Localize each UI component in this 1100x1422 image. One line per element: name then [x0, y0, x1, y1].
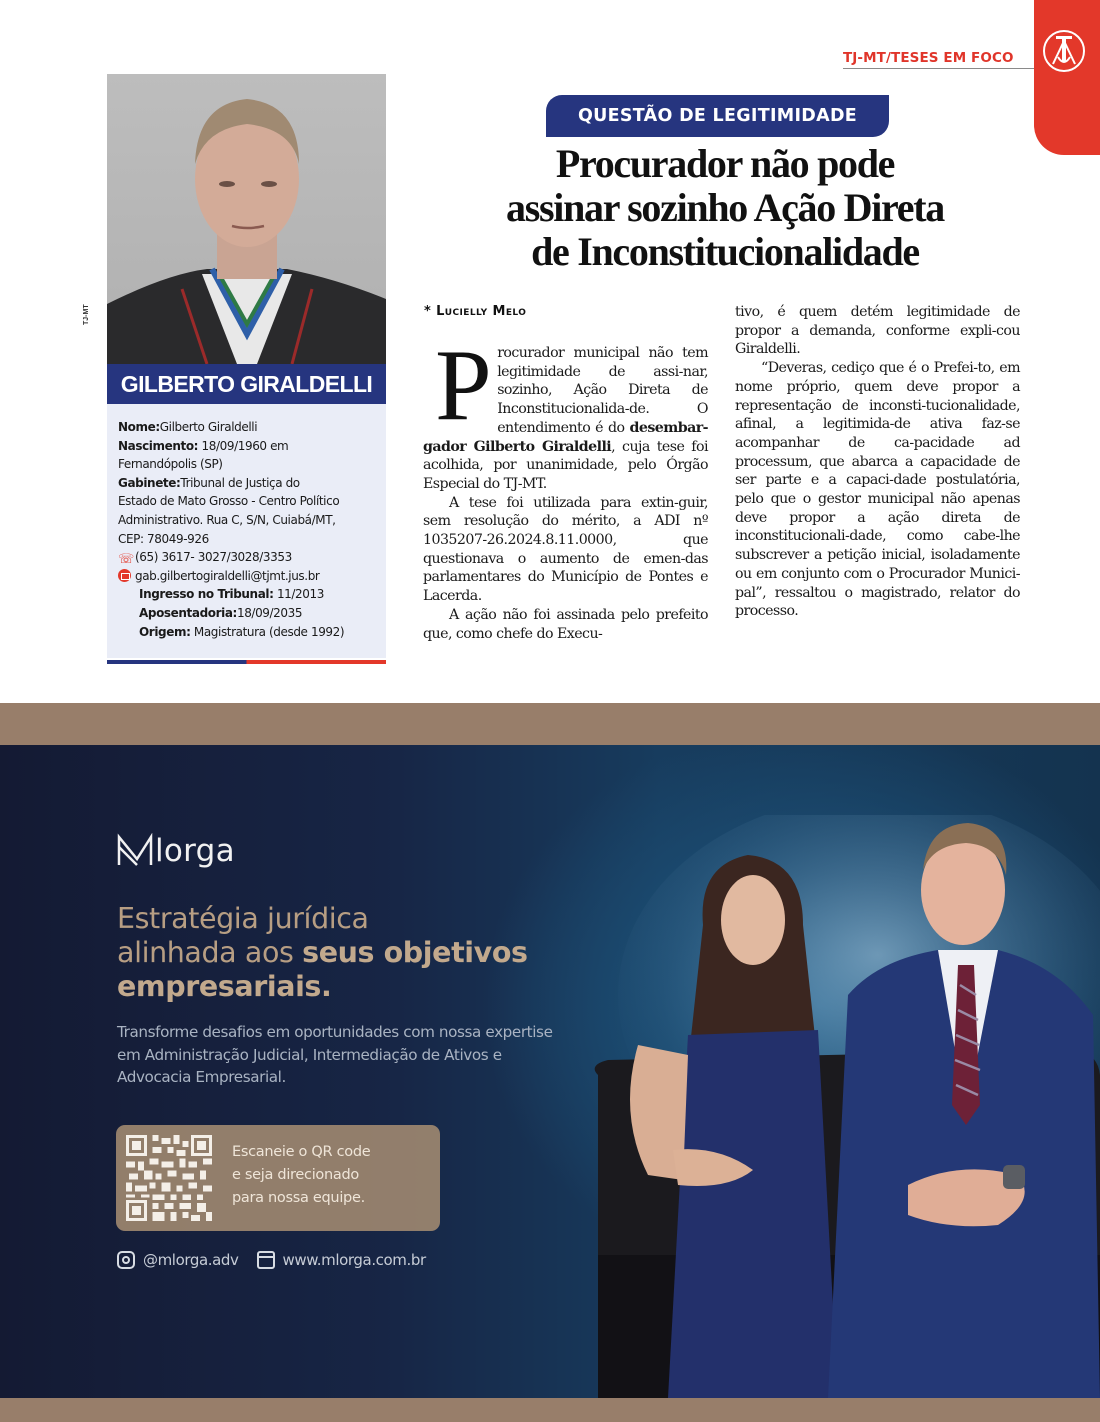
qr-caption-line: e seja direcionado — [232, 1167, 359, 1183]
info-gabinete — [118, 474, 376, 493]
ad-headline-line — [117, 936, 528, 970]
value: 18/09/1960 em — [201, 438, 289, 453]
section-title: TJ-MT/TESES EM FOCO — [843, 50, 1014, 66]
article-paragraph: “Deveras, cediço que é o Prefei-to, em nome próprio, quem deve propor a representação de inconsti-tucionalidade, afinal, a legitimida-de ativa faz-se acompanhar de ca-pacidade ad processum, que abarca a capacidade de ser parte e a capaci-dade postulatória, pelo que o gestor municipal não apenas deve propor a ação direta de inconstitucionali-dade, como cabe-lhe subscrever a petição inicial, isoladamente ou em conjunto com o Procurador Munici-pal”, ressaltou o magistrado, relator do processo. — [735, 360, 1020, 620]
value: 18/09/2035 — [236, 605, 303, 620]
value: 11/2013 — [276, 587, 324, 602]
label: Origem: — [139, 624, 191, 639]
value: Gilberto Giraldelli — [159, 420, 258, 434]
phone-value: (65) 3617- 3027/3028/3353 — [135, 550, 292, 565]
instagram-handle[interactable]: @mlorga.adv — [143, 1251, 239, 1269]
qr-caption — [232, 1141, 370, 1210]
label: Nascimento: — [118, 438, 199, 453]
article-column-1 — [423, 329, 708, 643]
email-value[interactable]: gab.gilbertogiraldelli@tjmt.jus.br — [135, 568, 320, 583]
ad-top-band — [0, 703, 1100, 745]
article-column-2 — [735, 303, 1020, 621]
drop-cap: P — [435, 329, 492, 442]
article-kicker: QUESTÃO DE LEGITIMIDADE — [546, 95, 889, 137]
mlorga-logo — [117, 833, 235, 867]
text: rocurador municipal não tem legitimidade de assi-nar, sozinho, Ação Direta de Inconstitucionalida-de. O entendimento é do — [497, 345, 708, 436]
article-byline: * Lucielly Melo — [424, 304, 527, 319]
article-paragraph — [423, 329, 708, 494]
text: alinhada aos — [117, 936, 303, 969]
website-link[interactable]: www.mlorga.com.br — [282, 1251, 426, 1269]
tjmt-seal-icon — [1040, 27, 1088, 75]
advertisement[interactable] — [0, 745, 1100, 1398]
profile-info — [107, 404, 386, 658]
ad-body: Transforme desafios em oportunidades com nossa expertise em Administração Judicial, Intermediação de Ativos e Advocacia Empresarial. — [117, 1023, 553, 1086]
bold-text: desembar-gador Gilberto Giraldelli — [423, 419, 708, 455]
headline-line: assinar sozinho Ação Direta — [506, 185, 944, 230]
qr-code-icon[interactable] — [126, 1135, 212, 1221]
info-gabinete-line: CEP: 78049-926 — [118, 531, 209, 546]
info-phone — [118, 548, 376, 567]
emphasis: seus objetivos — [302, 936, 528, 969]
info-gabinete-line: Administrativo. Rua C, S/N, Cuiabá/MT, — [118, 512, 336, 527]
ad-headline-line: Estratégia jurídica — [117, 902, 369, 935]
page-corner-tab — [1034, 0, 1100, 155]
phone-icon: ☏ — [118, 552, 134, 568]
label: Ingresso no Tribunal: — [139, 587, 274, 602]
brand-name: lorga — [155, 833, 235, 869]
label: Gabinete: — [118, 475, 181, 490]
section-rule — [843, 68, 1038, 69]
article-paragraph: A tese foi utilizada para extin-guir, sem resolução do mérito, a ADI nº 1035207-26.2024.8.11.0000, que questionava o aumento de emen-das parlamentares do Município de Pontes e Lacerda. — [423, 494, 708, 605]
profile-name-banner: GILBERTO GIRALDELLI — [107, 364, 386, 404]
info-nome — [118, 418, 376, 437]
info-nascimento-place: Fernandópolis (SP) — [118, 457, 223, 472]
mlorga-logo-mark-icon — [117, 833, 153, 867]
profile-photo — [107, 74, 386, 364]
ad-headline-line: empresariais. — [117, 970, 332, 1003]
text: , cuja tese foi acolhida, por unanimidade, pelo Órgão Especial do TJ-MT. — [423, 438, 708, 492]
label: Nome: — [118, 420, 160, 434]
ad-contacts — [117, 1251, 426, 1269]
card-bottom-rule — [107, 660, 386, 664]
info-email[interactable] — [118, 567, 376, 586]
value: Tribunal de Justiça do — [180, 475, 300, 490]
article-headline — [430, 142, 1020, 274]
browser-window-icon — [257, 1251, 275, 1269]
photo-credit: TJ-MT — [83, 304, 90, 325]
headline-line: de Inconstitucionalidade — [531, 229, 919, 274]
ad-bottom-band — [0, 1398, 1100, 1422]
value: Magistratura (desde 1992) — [193, 624, 345, 639]
info-nascimento — [118, 437, 376, 456]
email-icon — [118, 569, 131, 582]
info-origem — [118, 623, 376, 642]
info-gabinete-line: Estado de Mato Grosso - Centro Político — [118, 494, 340, 509]
article-paragraph: A ação não foi assinada pelo prefeito que, como chefe do Execu- — [423, 606, 708, 642]
qr-caption-line: para nossa equipe. — [232, 1190, 365, 1206]
article-paragraph: tivo, é quem detém legitimidade de propor a demanda, conforme expli-cou Giraldelli. — [735, 304, 1020, 358]
ad-photo-lawyers — [578, 815, 1100, 1398]
instagram-icon — [117, 1251, 135, 1269]
ad-headline — [117, 902, 528, 1004]
headline-line: Procurador não pode — [555, 141, 895, 186]
info-aposentadoria — [118, 604, 376, 623]
info-ingresso — [118, 585, 376, 604]
qr-card[interactable] — [116, 1125, 440, 1231]
label: Aposentadoria: — [139, 605, 237, 620]
qr-caption-line: Escaneie o QR code — [232, 1144, 371, 1160]
